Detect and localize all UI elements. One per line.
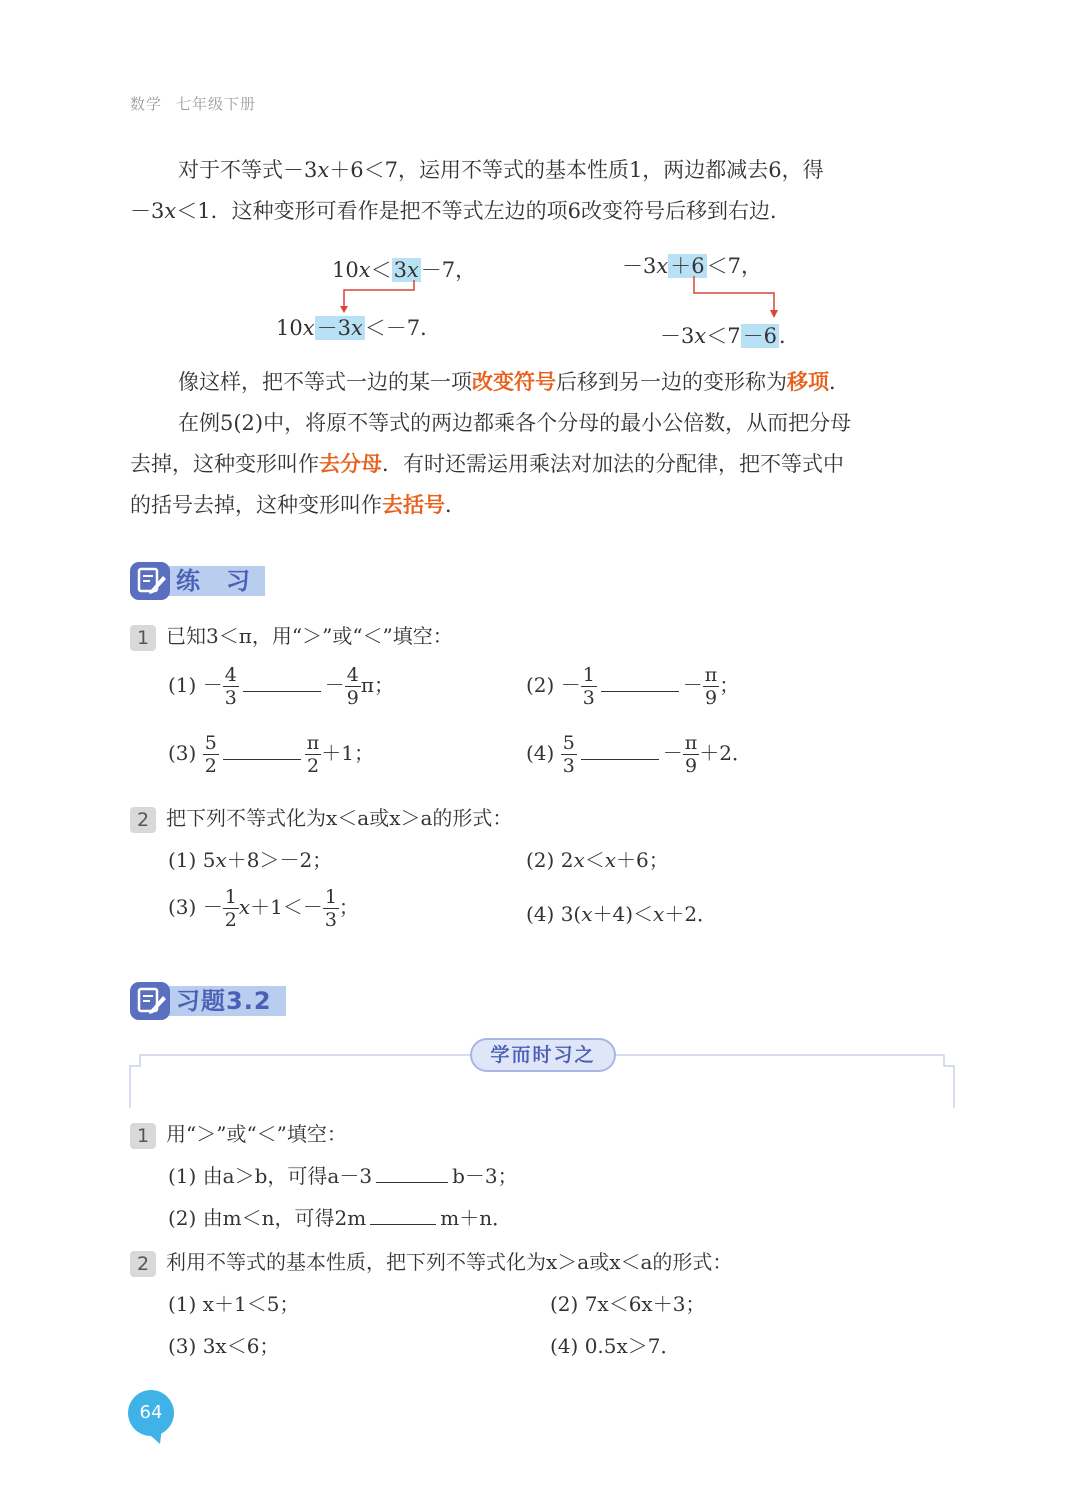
practice-q2-item-4: (4) 3(x＋4)＜x＋2． [526,902,718,926]
intro-line-1: 对于不等式－3x＋6＜7，运用不等式的基本性质1，两边都减去6，得 [178,158,824,182]
practice-q1-item-2: (2) － $\frac{1}{3}$ － $\frac{\pi}{9}$ ； [526,664,740,709]
para3-line-1: 在例5(2)中，将原不等式的两边都乘各个分母的最小公倍数，从而把分母 [178,411,852,435]
practice-question-1: 1 已知3＜π，用“＞”或“＜”填空： [130,620,453,651]
equation-right-top: －3x＋6＜7， [622,254,762,278]
question-number: 2 [130,807,156,833]
exercise-q2-item-3: (3) 3x＜6； [168,1334,280,1358]
intro-line-2: －3x＜1．这种变形可看作是把不等式左边的项6改变符号后移到右边． [130,199,791,223]
question-number: 1 [130,1123,156,1149]
definition-transposition: 像这样，把不等式一边的某一项改变符号后移到另一边的变形称为移项． [178,370,850,394]
header-grade: 七年级下册 [176,95,257,113]
answer-blank[interactable] [370,1206,436,1225]
practice-title: 练 习 [160,566,265,596]
exercise-q2-item-2: (2) 7x＜6x＋3； [550,1292,706,1316]
pencil-note-icon [130,982,170,1020]
practice-q1-item-4: (4) $\frac{5}{3}$ － $\frac{\pi}{9}$ ＋2． [526,732,753,777]
practice-q1-item-1: (1) － $\frac{4}{3}$ － $\frac{4}{9}$ π； [168,664,395,709]
running-header [130,93,256,114]
pencil-note-icon [130,562,170,600]
practice-question-2: 2 把下列不等式化为x＜a或x＞a的形式： [130,802,512,833]
exercise-q2-item-1: (1) x＋1＜5； [168,1292,300,1316]
exercise-title: 习题3.2 [160,986,286,1016]
answer-blank[interactable] [581,741,659,760]
exercise-question-1: 1 用“＞”或“＜”填空： [130,1118,347,1149]
question-number: 2 [130,1251,156,1277]
answer-blank[interactable] [243,673,321,692]
practice-q2-item-2: (2) 2x＜x＋6； [526,848,669,872]
exercise-q1-item-1: (1) 由a＞b，可得a－3 b－3； [168,1164,518,1188]
header-subject: 数学 [130,95,163,113]
equation-right-bottom: －3x＜7－6． [660,324,800,348]
move-arrow-left [330,278,430,314]
para3-line-2: 去掉，这种变形叫作去分母．有时还需运用乘法对加法的分配律，把不等式中 [130,452,844,476]
answer-blank[interactable] [223,741,301,760]
equation-left-bottom: 10x－3x＜－7． [276,316,442,340]
practice-q2-item-3: (3) － $\frac{1}{2}$ x＋1＜－ $\frac{1}{3}$ ； [168,886,359,931]
answer-blank[interactable] [376,1164,448,1183]
move-arrow-right [688,274,788,320]
para3-line-3: 的括号去掉，这种变形叫作去括号． [130,493,466,517]
practice-q2-item-1: (1) 5x＋8＞－2； [168,848,333,872]
exercise-question-2: 2 利用不等式的基本性质，把下列不等式化为x＞a或x＜a的形式： [130,1246,732,1277]
equation-left-top: 10x＜3x－7， [332,258,477,282]
exercise-q1-item-2: (2) 由m＜n，可得2m m＋n． [168,1206,513,1230]
answer-blank[interactable] [601,673,679,692]
question-number: 1 [130,625,156,651]
page-number: 64 [128,1390,174,1436]
practice-q1-item-3: (3) $\frac{5}{2}$ $\frac{\pi}{2}$ ＋1； [168,732,375,777]
exercise-q2-item-4: (4) 0.5x＞7． [550,1334,681,1358]
banner-study-label: 学而时习之 [470,1038,616,1072]
